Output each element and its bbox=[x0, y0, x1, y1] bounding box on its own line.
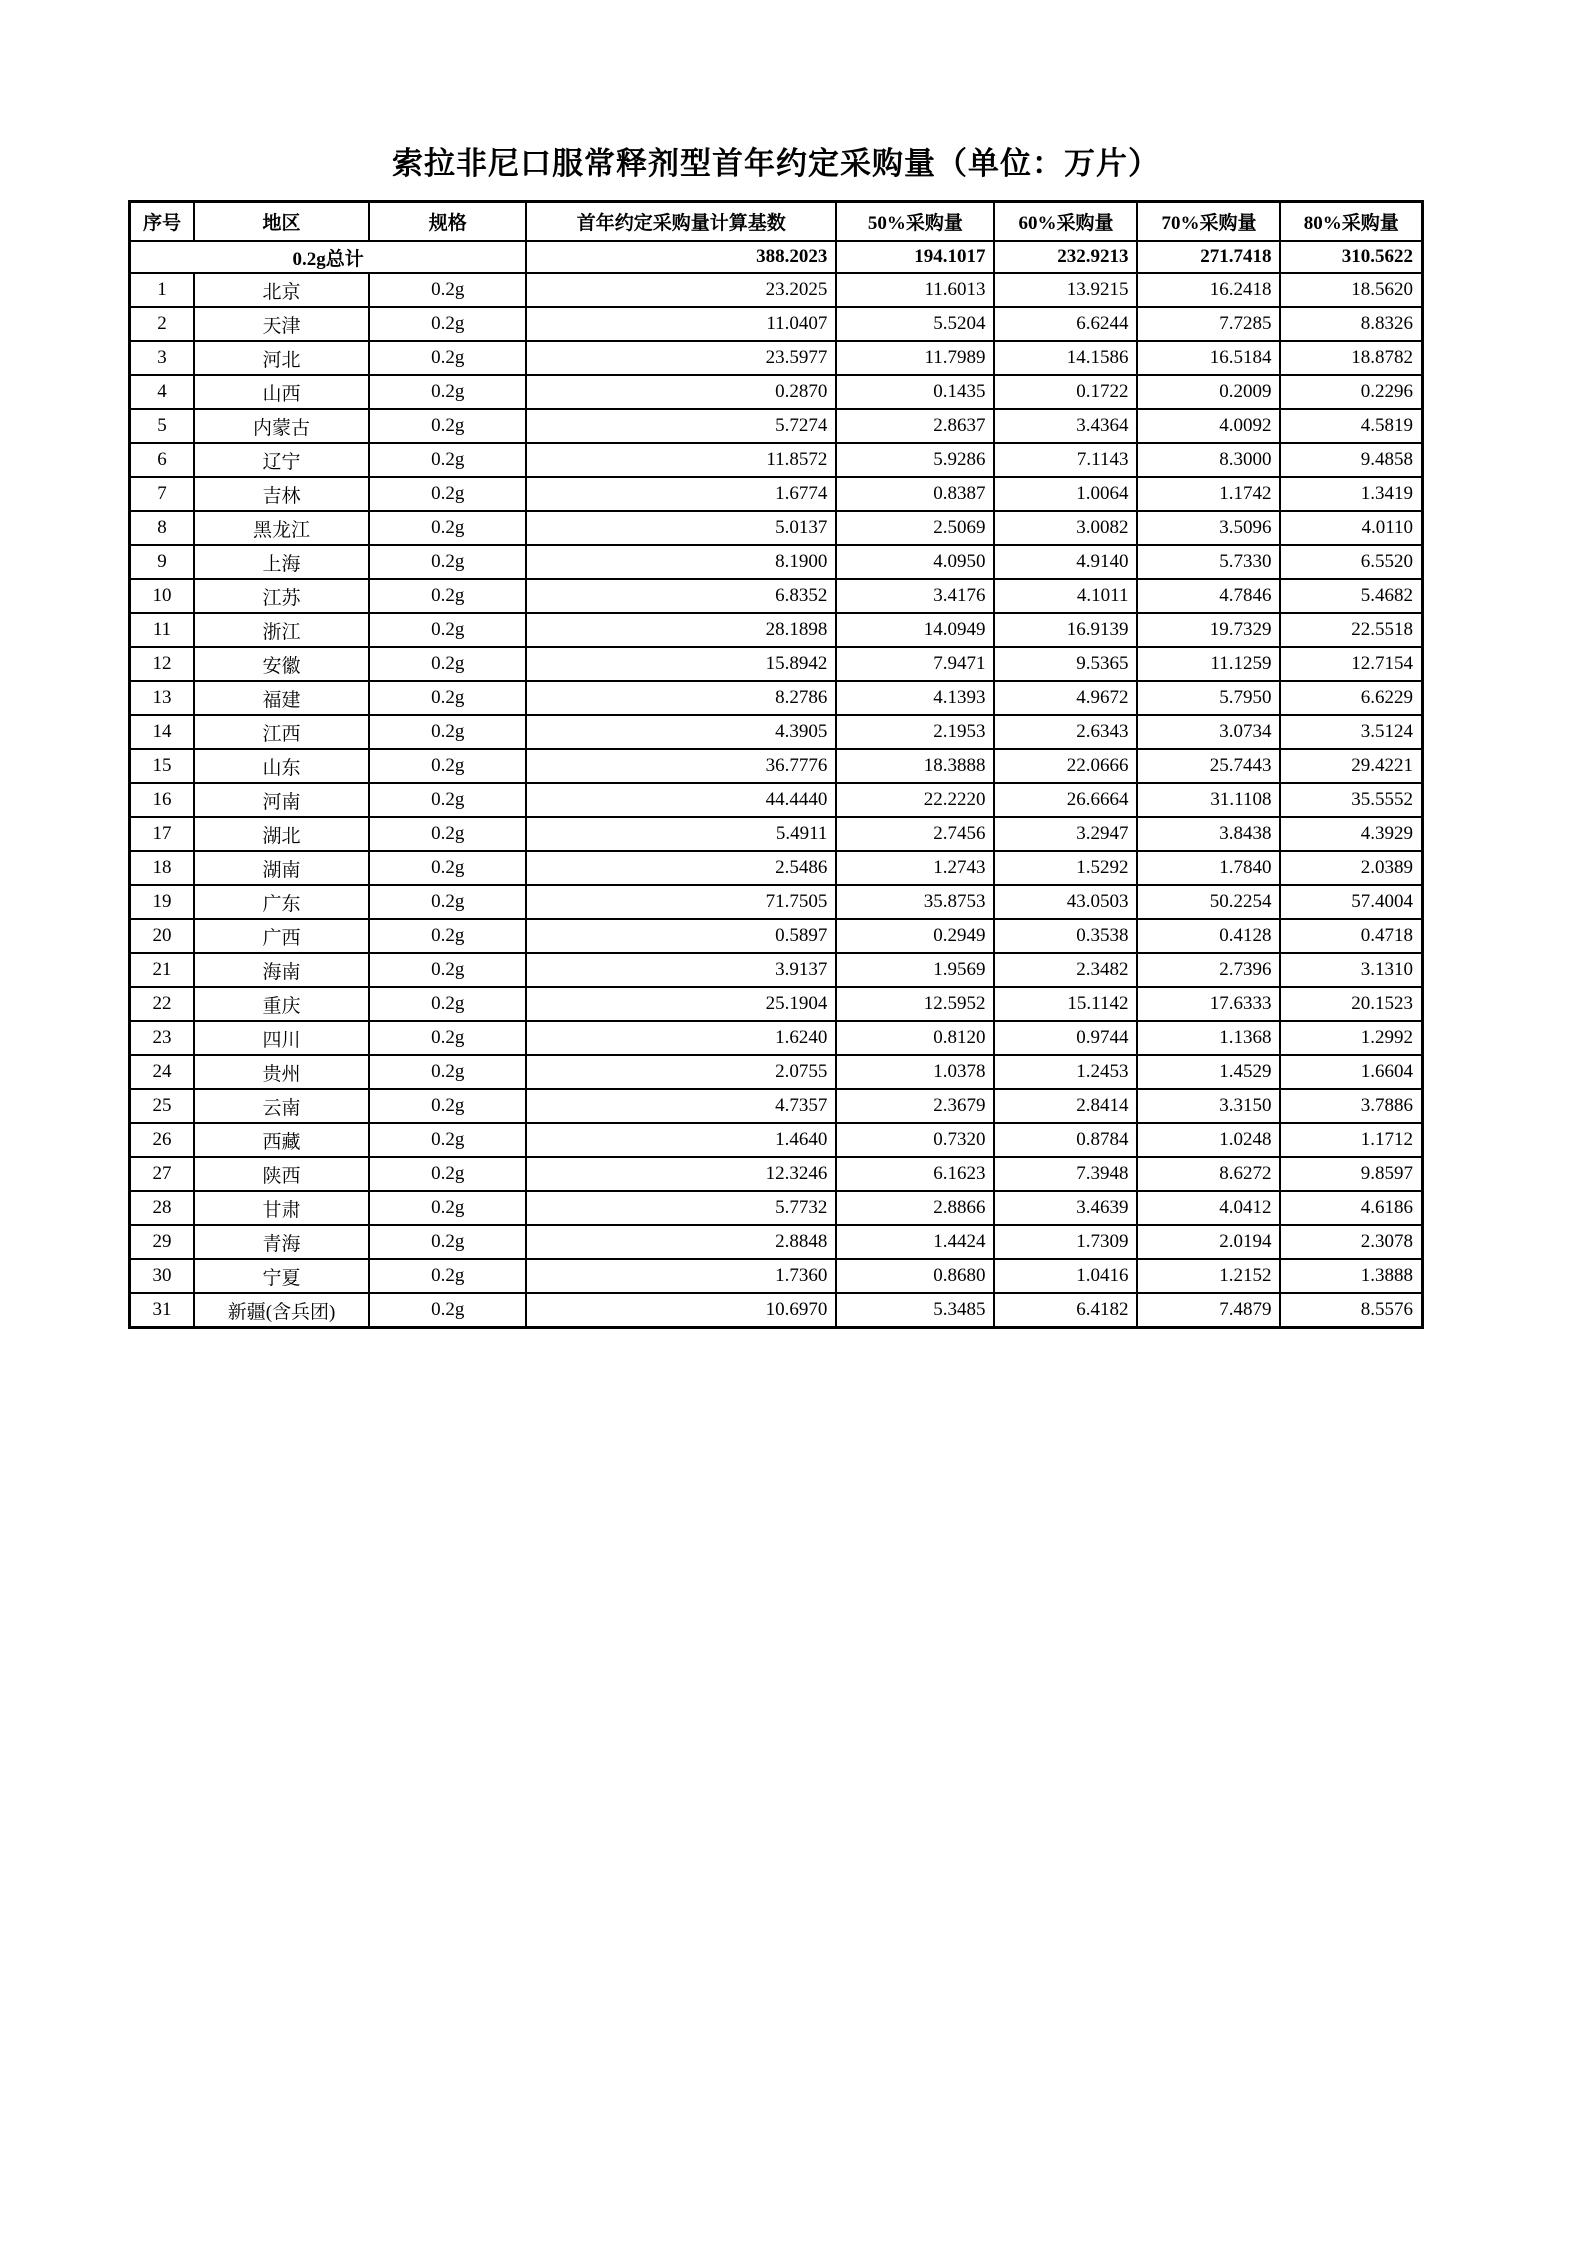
page-title: 索拉非尼口服常释剂型首年约定采购量（单位：万片） bbox=[392, 146, 1160, 181]
cell-60pct: 15.1142 bbox=[994, 987, 1137, 1021]
cell-row-number: 18 bbox=[130, 851, 194, 885]
cell-row-number: 14 bbox=[130, 715, 194, 749]
procurement-table bbox=[128, 200, 1424, 1329]
cell-spec: 0.2g bbox=[369, 613, 526, 647]
cell-region: 广西 bbox=[194, 919, 369, 953]
cell-50pct: 1.4424 bbox=[836, 1225, 994, 1259]
cell-base-quantity: 5.4911 bbox=[526, 817, 836, 851]
cell-region: 湖南 bbox=[194, 851, 369, 885]
table-row bbox=[130, 1089, 1423, 1123]
cell-base-quantity: 5.0137 bbox=[526, 511, 836, 545]
cell-60pct: 6.4182 bbox=[994, 1293, 1137, 1328]
cell-spec: 0.2g bbox=[369, 851, 526, 885]
cell-region: 青海 bbox=[194, 1225, 369, 1259]
cell-80pct: 0.4718 bbox=[1280, 919, 1422, 953]
table-row bbox=[130, 1123, 1423, 1157]
table-row bbox=[130, 851, 1423, 885]
cell-base-quantity: 44.4440 bbox=[526, 783, 836, 817]
cell-row-number: 12 bbox=[130, 647, 194, 681]
cell-row-number: 10 bbox=[130, 579, 194, 613]
cell-60pct: 2.6343 bbox=[994, 715, 1137, 749]
cell-spec: 0.2g bbox=[369, 919, 526, 953]
cell-50pct: 0.8120 bbox=[836, 1021, 994, 1055]
col-header-50pct: 50%采购量 bbox=[836, 202, 994, 242]
cell-70pct: 4.0412 bbox=[1137, 1191, 1280, 1225]
cell-spec: 0.2g bbox=[369, 1293, 526, 1328]
cell-region: 江西 bbox=[194, 715, 369, 749]
cell-row-number: 30 bbox=[130, 1259, 194, 1293]
cell-spec: 0.2g bbox=[369, 409, 526, 443]
cell-80pct: 4.6186 bbox=[1280, 1191, 1422, 1225]
cell-spec: 0.2g bbox=[369, 1123, 526, 1157]
cell-50pct: 5.5204 bbox=[836, 307, 994, 341]
cell-row-number: 31 bbox=[130, 1293, 194, 1328]
cell-spec: 0.2g bbox=[369, 1021, 526, 1055]
cell-80pct: 3.5124 bbox=[1280, 715, 1422, 749]
cell-base-quantity: 15.8942 bbox=[526, 647, 836, 681]
cell-base-quantity: 0.5897 bbox=[526, 919, 836, 953]
cell-70pct: 1.4529 bbox=[1137, 1055, 1280, 1089]
cell-spec: 0.2g bbox=[369, 749, 526, 783]
header-row bbox=[130, 202, 1423, 242]
cell-base-quantity: 10.6970 bbox=[526, 1293, 836, 1328]
cell-row-number: 27 bbox=[130, 1157, 194, 1191]
cell-50pct: 22.2220 bbox=[836, 783, 994, 817]
table-row bbox=[130, 443, 1423, 477]
cell-80pct: 2.0389 bbox=[1280, 851, 1422, 885]
cell-80pct: 6.5520 bbox=[1280, 545, 1422, 579]
cell-80pct: 9.8597 bbox=[1280, 1157, 1422, 1191]
cell-50pct: 18.3888 bbox=[836, 749, 994, 783]
cell-70pct: 1.1368 bbox=[1137, 1021, 1280, 1055]
cell-70pct: 3.3150 bbox=[1137, 1089, 1280, 1123]
cell-60pct: 1.5292 bbox=[994, 851, 1137, 885]
cell-70pct: 1.7840 bbox=[1137, 851, 1280, 885]
cell-region: 四川 bbox=[194, 1021, 369, 1055]
table-row bbox=[130, 919, 1423, 953]
cell-row-number: 20 bbox=[130, 919, 194, 953]
cell-50pct: 1.9569 bbox=[836, 953, 994, 987]
cell-60pct: 16.9139 bbox=[994, 613, 1137, 647]
cell-region: 山东 bbox=[194, 749, 369, 783]
summary-base-quantity: 388.2023 bbox=[526, 241, 836, 273]
cell-50pct: 1.0378 bbox=[836, 1055, 994, 1089]
cell-base-quantity: 71.7505 bbox=[526, 885, 836, 919]
col-header-spec: 规格 bbox=[369, 202, 526, 242]
summary-50pct: 194.1017 bbox=[836, 241, 994, 273]
cell-spec: 0.2g bbox=[369, 715, 526, 749]
cell-70pct: 16.5184 bbox=[1137, 341, 1280, 375]
cell-spec: 0.2g bbox=[369, 375, 526, 409]
cell-spec: 0.2g bbox=[369, 681, 526, 715]
cell-row-number: 11 bbox=[130, 613, 194, 647]
table-row bbox=[130, 749, 1423, 783]
cell-base-quantity: 11.8572 bbox=[526, 443, 836, 477]
cell-50pct: 0.2949 bbox=[836, 919, 994, 953]
cell-row-number: 28 bbox=[130, 1191, 194, 1225]
cell-row-number: 13 bbox=[130, 681, 194, 715]
table-row bbox=[130, 545, 1423, 579]
cell-base-quantity: 36.7776 bbox=[526, 749, 836, 783]
cell-50pct: 0.8387 bbox=[836, 477, 994, 511]
cell-spec: 0.2g bbox=[369, 307, 526, 341]
cell-50pct: 2.1953 bbox=[836, 715, 994, 749]
table-row bbox=[130, 783, 1423, 817]
cell-80pct: 1.3888 bbox=[1280, 1259, 1422, 1293]
cell-region: 重庆 bbox=[194, 987, 369, 1021]
cell-spec: 0.2g bbox=[369, 1191, 526, 1225]
cell-spec: 0.2g bbox=[369, 647, 526, 681]
cell-region: 黑龙江 bbox=[194, 511, 369, 545]
cell-80pct: 18.5620 bbox=[1280, 273, 1422, 307]
cell-50pct: 3.4176 bbox=[836, 579, 994, 613]
cell-60pct: 4.9140 bbox=[994, 545, 1137, 579]
cell-spec: 0.2g bbox=[369, 477, 526, 511]
table-row bbox=[130, 409, 1423, 443]
cell-70pct: 31.1108 bbox=[1137, 783, 1280, 817]
col-header-base-quantity: 首年约定采购量计算基数 bbox=[526, 202, 836, 242]
cell-region: 江苏 bbox=[194, 579, 369, 613]
table-row bbox=[130, 477, 1423, 511]
cell-region: 内蒙古 bbox=[194, 409, 369, 443]
cell-80pct: 1.3419 bbox=[1280, 477, 1422, 511]
cell-50pct: 11.7989 bbox=[836, 341, 994, 375]
cell-region: 浙江 bbox=[194, 613, 369, 647]
cell-region: 吉林 bbox=[194, 477, 369, 511]
cell-70pct: 1.2152 bbox=[1137, 1259, 1280, 1293]
table-body bbox=[130, 241, 1423, 1328]
cell-70pct: 4.0092 bbox=[1137, 409, 1280, 443]
col-header-index: 序号 bbox=[130, 202, 194, 242]
cell-region: 云南 bbox=[194, 1089, 369, 1123]
cell-row-number: 15 bbox=[130, 749, 194, 783]
table-row bbox=[130, 647, 1423, 681]
cell-row-number: 19 bbox=[130, 885, 194, 919]
cell-region: 上海 bbox=[194, 545, 369, 579]
cell-row-number: 6 bbox=[130, 443, 194, 477]
cell-60pct: 0.8784 bbox=[994, 1123, 1137, 1157]
cell-70pct: 25.7443 bbox=[1137, 749, 1280, 783]
cell-60pct: 22.0666 bbox=[994, 749, 1137, 783]
cell-base-quantity: 23.5977 bbox=[526, 341, 836, 375]
cell-base-quantity: 4.3905 bbox=[526, 715, 836, 749]
cell-80pct: 6.6229 bbox=[1280, 681, 1422, 715]
cell-row-number: 7 bbox=[130, 477, 194, 511]
cell-70pct: 11.1259 bbox=[1137, 647, 1280, 681]
col-header-80pct: 80%采购量 bbox=[1280, 202, 1422, 242]
cell-70pct: 50.2254 bbox=[1137, 885, 1280, 919]
cell-spec: 0.2g bbox=[369, 579, 526, 613]
cell-region: 西藏 bbox=[194, 1123, 369, 1157]
cell-70pct: 1.0248 bbox=[1137, 1123, 1280, 1157]
cell-60pct: 6.6244 bbox=[994, 307, 1137, 341]
cell-row-number: 21 bbox=[130, 953, 194, 987]
cell-80pct: 12.7154 bbox=[1280, 647, 1422, 681]
cell-region: 广东 bbox=[194, 885, 369, 919]
cell-60pct: 3.4364 bbox=[994, 409, 1137, 443]
cell-row-number: 8 bbox=[130, 511, 194, 545]
cell-60pct: 13.9215 bbox=[994, 273, 1137, 307]
cell-60pct: 2.3482 bbox=[994, 953, 1137, 987]
cell-row-number: 22 bbox=[130, 987, 194, 1021]
cell-50pct: 4.0950 bbox=[836, 545, 994, 579]
cell-row-number: 26 bbox=[130, 1123, 194, 1157]
cell-row-number: 17 bbox=[130, 817, 194, 851]
cell-spec: 0.2g bbox=[369, 1089, 526, 1123]
table-row bbox=[130, 375, 1423, 409]
cell-60pct: 43.0503 bbox=[994, 885, 1137, 919]
cell-60pct: 4.9672 bbox=[994, 681, 1137, 715]
cell-60pct: 1.0064 bbox=[994, 477, 1137, 511]
cell-60pct: 2.8414 bbox=[994, 1089, 1137, 1123]
cell-80pct: 29.4221 bbox=[1280, 749, 1422, 783]
cell-spec: 0.2g bbox=[369, 443, 526, 477]
cell-80pct: 4.3929 bbox=[1280, 817, 1422, 851]
cell-base-quantity: 2.8848 bbox=[526, 1225, 836, 1259]
cell-spec: 0.2g bbox=[369, 885, 526, 919]
cell-80pct: 1.6604 bbox=[1280, 1055, 1422, 1089]
cell-60pct: 1.0416 bbox=[994, 1259, 1137, 1293]
cell-region: 福建 bbox=[194, 681, 369, 715]
table-row bbox=[130, 987, 1423, 1021]
summary-label: 0.2g总计 bbox=[130, 241, 527, 273]
cell-base-quantity: 23.2025 bbox=[526, 273, 836, 307]
cell-spec: 0.2g bbox=[369, 545, 526, 579]
cell-70pct: 0.4128 bbox=[1137, 919, 1280, 953]
cell-region: 湖北 bbox=[194, 817, 369, 851]
cell-50pct: 14.0949 bbox=[836, 613, 994, 647]
cell-region: 新疆(含兵团) bbox=[194, 1293, 369, 1328]
cell-60pct: 3.2947 bbox=[994, 817, 1137, 851]
cell-50pct: 1.2743 bbox=[836, 851, 994, 885]
cell-50pct: 12.5952 bbox=[836, 987, 994, 1021]
cell-80pct: 2.3078 bbox=[1280, 1225, 1422, 1259]
cell-80pct: 1.1712 bbox=[1280, 1123, 1422, 1157]
cell-region: 山西 bbox=[194, 375, 369, 409]
cell-50pct: 7.9471 bbox=[836, 647, 994, 681]
cell-base-quantity: 0.2870 bbox=[526, 375, 836, 409]
cell-70pct: 8.6272 bbox=[1137, 1157, 1280, 1191]
cell-50pct: 5.9286 bbox=[836, 443, 994, 477]
cell-row-number: 1 bbox=[130, 273, 194, 307]
table-row bbox=[130, 1021, 1423, 1055]
cell-50pct: 0.7320 bbox=[836, 1123, 994, 1157]
cell-base-quantity: 1.6240 bbox=[526, 1021, 836, 1055]
cell-50pct: 6.1623 bbox=[836, 1157, 994, 1191]
cell-base-quantity: 2.0755 bbox=[526, 1055, 836, 1089]
cell-row-number: 9 bbox=[130, 545, 194, 579]
summary-80pct: 310.5622 bbox=[1280, 241, 1422, 273]
table-row bbox=[130, 273, 1423, 307]
table-row bbox=[130, 681, 1423, 715]
cell-70pct: 3.8438 bbox=[1137, 817, 1280, 851]
cell-50pct: 35.8753 bbox=[836, 885, 994, 919]
cell-region: 北京 bbox=[194, 273, 369, 307]
cell-spec: 0.2g bbox=[369, 1225, 526, 1259]
table-row bbox=[130, 1055, 1423, 1089]
cell-70pct: 16.2418 bbox=[1137, 273, 1280, 307]
cell-50pct: 5.3485 bbox=[836, 1293, 994, 1328]
cell-spec: 0.2g bbox=[369, 1157, 526, 1191]
table-row bbox=[130, 1191, 1423, 1225]
cell-70pct: 7.4879 bbox=[1137, 1293, 1280, 1328]
cell-50pct: 2.3679 bbox=[836, 1089, 994, 1123]
cell-region: 河南 bbox=[194, 783, 369, 817]
cell-80pct: 22.5518 bbox=[1280, 613, 1422, 647]
cell-base-quantity: 1.6774 bbox=[526, 477, 836, 511]
cell-70pct: 5.7950 bbox=[1137, 681, 1280, 715]
cell-60pct: 0.3538 bbox=[994, 919, 1137, 953]
cell-80pct: 18.8782 bbox=[1280, 341, 1422, 375]
table-row bbox=[130, 307, 1423, 341]
cell-row-number: 3 bbox=[130, 341, 194, 375]
cell-60pct: 1.2453 bbox=[994, 1055, 1137, 1089]
cell-70pct: 1.1742 bbox=[1137, 477, 1280, 511]
cell-60pct: 0.1722 bbox=[994, 375, 1137, 409]
cell-80pct: 3.1310 bbox=[1280, 953, 1422, 987]
cell-50pct: 0.1435 bbox=[836, 375, 994, 409]
table-row bbox=[130, 885, 1423, 919]
table-row bbox=[130, 953, 1423, 987]
cell-base-quantity: 11.0407 bbox=[526, 307, 836, 341]
cell-60pct: 26.6664 bbox=[994, 783, 1137, 817]
cell-70pct: 3.0734 bbox=[1137, 715, 1280, 749]
cell-80pct: 9.4858 bbox=[1280, 443, 1422, 477]
cell-60pct: 14.1586 bbox=[994, 341, 1137, 375]
cell-60pct: 1.7309 bbox=[994, 1225, 1137, 1259]
cell-base-quantity: 2.5486 bbox=[526, 851, 836, 885]
cell-row-number: 29 bbox=[130, 1225, 194, 1259]
cell-60pct: 7.1143 bbox=[994, 443, 1137, 477]
cell-region: 河北 bbox=[194, 341, 369, 375]
cell-row-number: 23 bbox=[130, 1021, 194, 1055]
table-row bbox=[130, 1259, 1423, 1293]
cell-row-number: 16 bbox=[130, 783, 194, 817]
cell-spec: 0.2g bbox=[369, 273, 526, 307]
cell-spec: 0.2g bbox=[369, 511, 526, 545]
cell-50pct: 2.8637 bbox=[836, 409, 994, 443]
cell-60pct: 4.1011 bbox=[994, 579, 1137, 613]
cell-70pct: 3.5096 bbox=[1137, 511, 1280, 545]
cell-base-quantity: 5.7732 bbox=[526, 1191, 836, 1225]
cell-50pct: 0.8680 bbox=[836, 1259, 994, 1293]
cell-70pct: 5.7330 bbox=[1137, 545, 1280, 579]
table-row bbox=[130, 715, 1423, 749]
table-row bbox=[130, 817, 1423, 851]
cell-region: 贵州 bbox=[194, 1055, 369, 1089]
cell-spec: 0.2g bbox=[369, 953, 526, 987]
cell-region: 甘肃 bbox=[194, 1191, 369, 1225]
cell-spec: 0.2g bbox=[369, 341, 526, 375]
cell-row-number: 24 bbox=[130, 1055, 194, 1089]
cell-spec: 0.2g bbox=[369, 1055, 526, 1089]
cell-row-number: 5 bbox=[130, 409, 194, 443]
cell-70pct: 7.7285 bbox=[1137, 307, 1280, 341]
cell-80pct: 4.5819 bbox=[1280, 409, 1422, 443]
cell-region: 辽宁 bbox=[194, 443, 369, 477]
cell-80pct: 57.4004 bbox=[1280, 885, 1422, 919]
table-row bbox=[130, 1293, 1423, 1328]
col-header-60pct: 60%采购量 bbox=[994, 202, 1137, 242]
cell-60pct: 9.5365 bbox=[994, 647, 1137, 681]
cell-60pct: 0.9744 bbox=[994, 1021, 1137, 1055]
cell-60pct: 7.3948 bbox=[994, 1157, 1137, 1191]
cell-base-quantity: 5.7274 bbox=[526, 409, 836, 443]
cell-spec: 0.2g bbox=[369, 987, 526, 1021]
cell-row-number: 2 bbox=[130, 307, 194, 341]
cell-50pct: 2.8866 bbox=[836, 1191, 994, 1225]
table-row bbox=[130, 511, 1423, 545]
cell-70pct: 17.6333 bbox=[1137, 987, 1280, 1021]
cell-row-number: 4 bbox=[130, 375, 194, 409]
cell-80pct: 3.7886 bbox=[1280, 1089, 1422, 1123]
table-row bbox=[130, 1157, 1423, 1191]
cell-region: 陕西 bbox=[194, 1157, 369, 1191]
cell-base-quantity: 12.3246 bbox=[526, 1157, 836, 1191]
cell-70pct: 8.3000 bbox=[1137, 443, 1280, 477]
cell-70pct: 2.7396 bbox=[1137, 953, 1280, 987]
cell-60pct: 3.0082 bbox=[994, 511, 1137, 545]
cell-50pct: 2.5069 bbox=[836, 511, 994, 545]
table-row bbox=[130, 341, 1423, 375]
cell-80pct: 8.8326 bbox=[1280, 307, 1422, 341]
cell-base-quantity: 4.7357 bbox=[526, 1089, 836, 1123]
table-row bbox=[130, 613, 1423, 647]
col-header-region: 地区 bbox=[194, 202, 369, 242]
cell-70pct: 19.7329 bbox=[1137, 613, 1280, 647]
cell-80pct: 5.4682 bbox=[1280, 579, 1422, 613]
cell-50pct: 4.1393 bbox=[836, 681, 994, 715]
cell-base-quantity: 8.1900 bbox=[526, 545, 836, 579]
cell-base-quantity: 1.4640 bbox=[526, 1123, 836, 1157]
cell-base-quantity: 25.1904 bbox=[526, 987, 836, 1021]
cell-region: 海南 bbox=[194, 953, 369, 987]
cell-80pct: 20.1523 bbox=[1280, 987, 1422, 1021]
cell-base-quantity: 8.2786 bbox=[526, 681, 836, 715]
summary-60pct: 232.9213 bbox=[994, 241, 1137, 273]
cell-base-quantity: 3.9137 bbox=[526, 953, 836, 987]
cell-base-quantity: 1.7360 bbox=[526, 1259, 836, 1293]
cell-spec: 0.2g bbox=[369, 1259, 526, 1293]
col-header-70pct: 70%采购量 bbox=[1137, 202, 1280, 242]
cell-80pct: 35.5552 bbox=[1280, 783, 1422, 817]
cell-row-number: 25 bbox=[130, 1089, 194, 1123]
cell-base-quantity: 6.8352 bbox=[526, 579, 836, 613]
cell-70pct: 2.0194 bbox=[1137, 1225, 1280, 1259]
cell-80pct: 1.2992 bbox=[1280, 1021, 1422, 1055]
cell-80pct: 0.2296 bbox=[1280, 375, 1422, 409]
cell-spec: 0.2g bbox=[369, 817, 526, 851]
summary-70pct: 271.7418 bbox=[1137, 241, 1280, 273]
cell-60pct: 3.4639 bbox=[994, 1191, 1137, 1225]
cell-50pct: 2.7456 bbox=[836, 817, 994, 851]
summary-row bbox=[130, 241, 1423, 273]
cell-region: 天津 bbox=[194, 307, 369, 341]
cell-50pct: 11.6013 bbox=[836, 273, 994, 307]
table-row bbox=[130, 579, 1423, 613]
cell-80pct: 4.0110 bbox=[1280, 511, 1422, 545]
cell-region: 安徽 bbox=[194, 647, 369, 681]
cell-base-quantity: 28.1898 bbox=[526, 613, 836, 647]
cell-80pct: 8.5576 bbox=[1280, 1293, 1422, 1328]
cell-70pct: 4.7846 bbox=[1137, 579, 1280, 613]
table-row bbox=[130, 1225, 1423, 1259]
cell-70pct: 0.2009 bbox=[1137, 375, 1280, 409]
cell-spec: 0.2g bbox=[369, 783, 526, 817]
cell-region: 宁夏 bbox=[194, 1259, 369, 1293]
